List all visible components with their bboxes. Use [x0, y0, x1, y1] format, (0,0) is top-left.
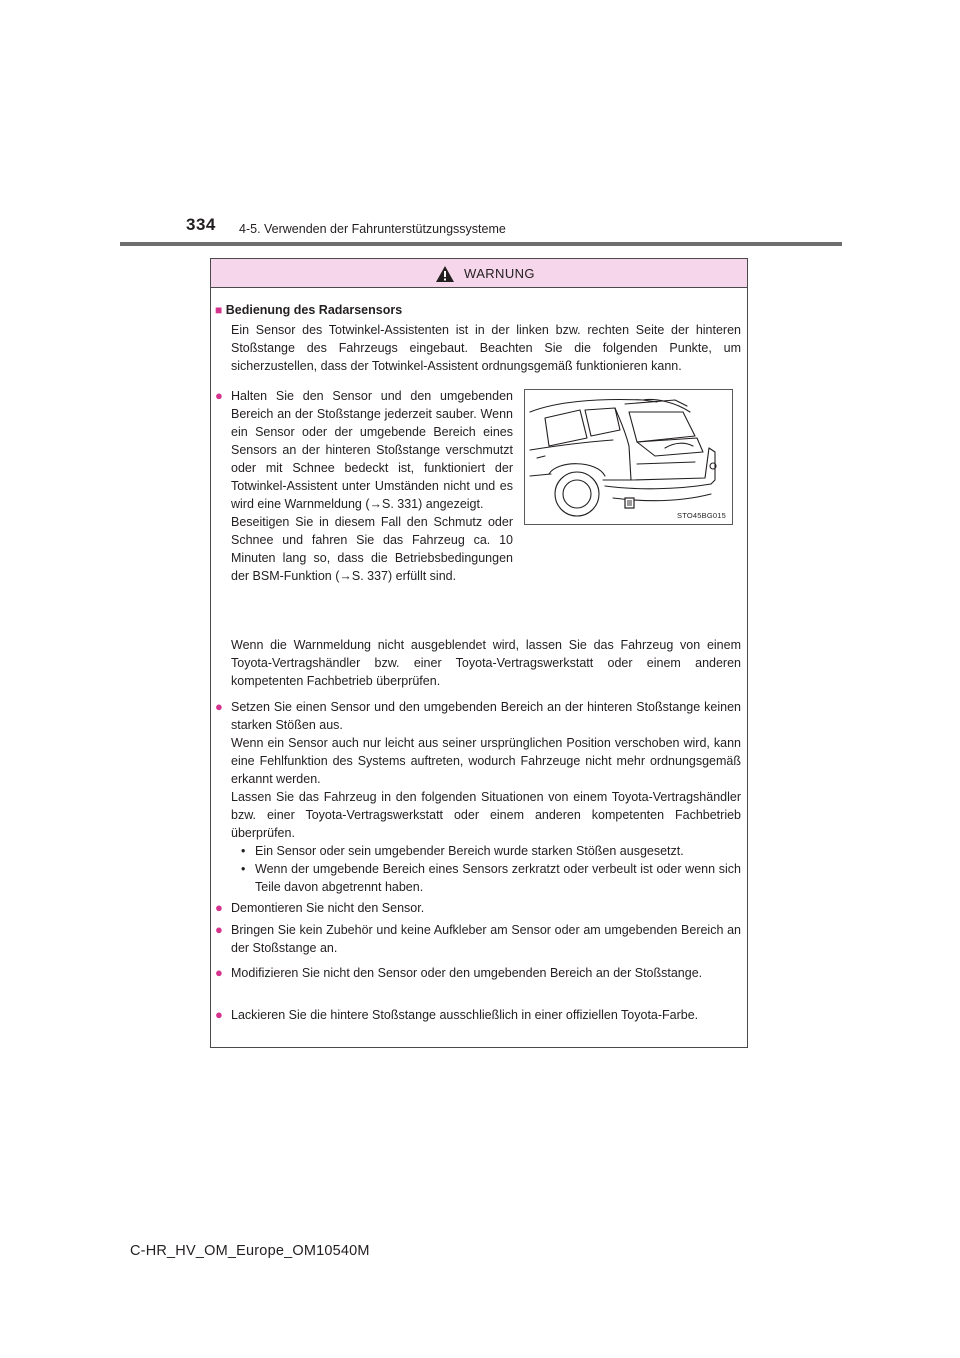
bullet-item-no-accessories: Bringen Sie kein Zubehör und keine Aufkleber am Sensor oder am umgebenden Bereich an der Stoßstange an.: [231, 923, 741, 955]
warning-title: WARNUNG: [464, 266, 535, 281]
bullet-item-no-modification: Modifizieren Sie nicht den Sensor oder den umgebenden Bereich an der Stoßstange.: [231, 966, 703, 980]
document-code: C-HR_HV_OM_Europe_OM10540M: [130, 1243, 370, 1259]
section-marker: ■: [215, 303, 223, 317]
heading-text: Bedienung des Radarsensors: [225, 303, 403, 317]
bullet-marker: ●: [215, 1007, 223, 1022]
car-rear-illustration: [525, 390, 732, 524]
bullet-item-avoid-impact: [231, 698, 741, 842]
bullet-followup-paragraph: Wenn die Warnmeldung nicht ausgeblendet wird, lassen Sie das Fahrzeug von einem Toyota-Vertragshändler bzw. einer Toyota-Vertragswerkstatt oder einem anderen kompetenten Fachbetrieb überprüfen.: [231, 638, 741, 688]
warning-heading: [215, 301, 735, 319]
figure-label: STO45BG015: [677, 511, 726, 520]
sub-bullet-item: Wenn der umgebende Bereich eines Sensors zerkratzt oder verbeult ist oder wenn sich Teile davon abgetrennt haben.: [255, 862, 741, 894]
page-number: 334: [186, 215, 216, 234]
sub-bullet-marker: •: [241, 862, 246, 876]
bullet-item-no-disassembly: Demontieren Sie nicht den Sensor.: [231, 901, 425, 915]
warning-box: [210, 258, 748, 1048]
warning-header: [211, 259, 747, 288]
bullet-text: Setzen Sie einen Sensor und den umgebenden Bereich an der hinteren Stoßstange keinen starken Stößen aus.: [231, 700, 741, 732]
bullet-item-clean-sensor: [231, 387, 513, 585]
bullet-text-continued: Wenn ein Sensor auch nur leicht aus seiner ursprünglichen Position verschoben wird, kann eine Fehlfunktion des Systems auftreten, wodurch Fahrzeuge nicht mehr ordnungsgemäß erkannt werden.: [231, 736, 741, 786]
intro-paragraph: Ein Sensor des Totwinkel-Assistenten ist in der linken bzw. rechten Seite der hinteren Stoßstange des Fahrzeugs eingebaut. Beachten Sie die folgenden Punkte, um sicherzustellen, dass der Totwinkel-Assistent ordnungsgemäß funktionieren kann.: [231, 323, 741, 373]
bullet-marker: ●: [215, 900, 223, 915]
car-rear-figure: [524, 389, 733, 525]
bullet-text: Halten Sie den Sensor und den umgebenden Bereich an der Stoßstange jederzeit sauber. Wenn ein Sensor oder der umgebende Bereich eines Sensors an der hinteren Stoßstange verschmutzt oder mit Schnee bedeckt ist, funktioniert der Totwinkel-Assistent unter Umständen nicht und es wird eine Warnmeldung (→S. 331) angezeigt.: [231, 389, 513, 511]
warning-triangle-icon: [435, 265, 455, 283]
section-title: 4-5. Verwenden der Fahrunterstützungssysteme: [239, 222, 506, 236]
sub-bullet-marker: •: [241, 844, 246, 858]
sub-bullet-item: Ein Sensor oder sein umgebender Bereich wurde starken Stößen ausgesetzt.: [255, 844, 684, 858]
bullet-marker: ●: [215, 388, 223, 403]
bullet-marker: ●: [215, 965, 223, 980]
bullet-text-continued: Lassen Sie das Fahrzeug in den folgenden Situationen von einem Toyota-Vertragshändler bzw. einer Toyota-Vertragswerkstatt oder einem anderen kompetenten Fachbetrieb überprüfen.: [231, 790, 741, 840]
bullet-marker: ●: [215, 699, 223, 714]
bullet-text-continued: Beseitigen Sie in diesem Fall den Schmutz oder Schnee und fahren Sie das Fahrzeug ca. 10 Minuten lang so, dass die Betriebsbedingungen der BSM-Funktion (→S. 337) erfüllt sind.: [231, 515, 513, 583]
bullet-marker: ●: [215, 922, 223, 937]
bullet-item-paint: Lackieren Sie die hintere Stoßstange ausschließlich in einer offiziellen Toyota-Farbe.: [231, 1008, 699, 1022]
header-rule: [120, 242, 842, 246]
